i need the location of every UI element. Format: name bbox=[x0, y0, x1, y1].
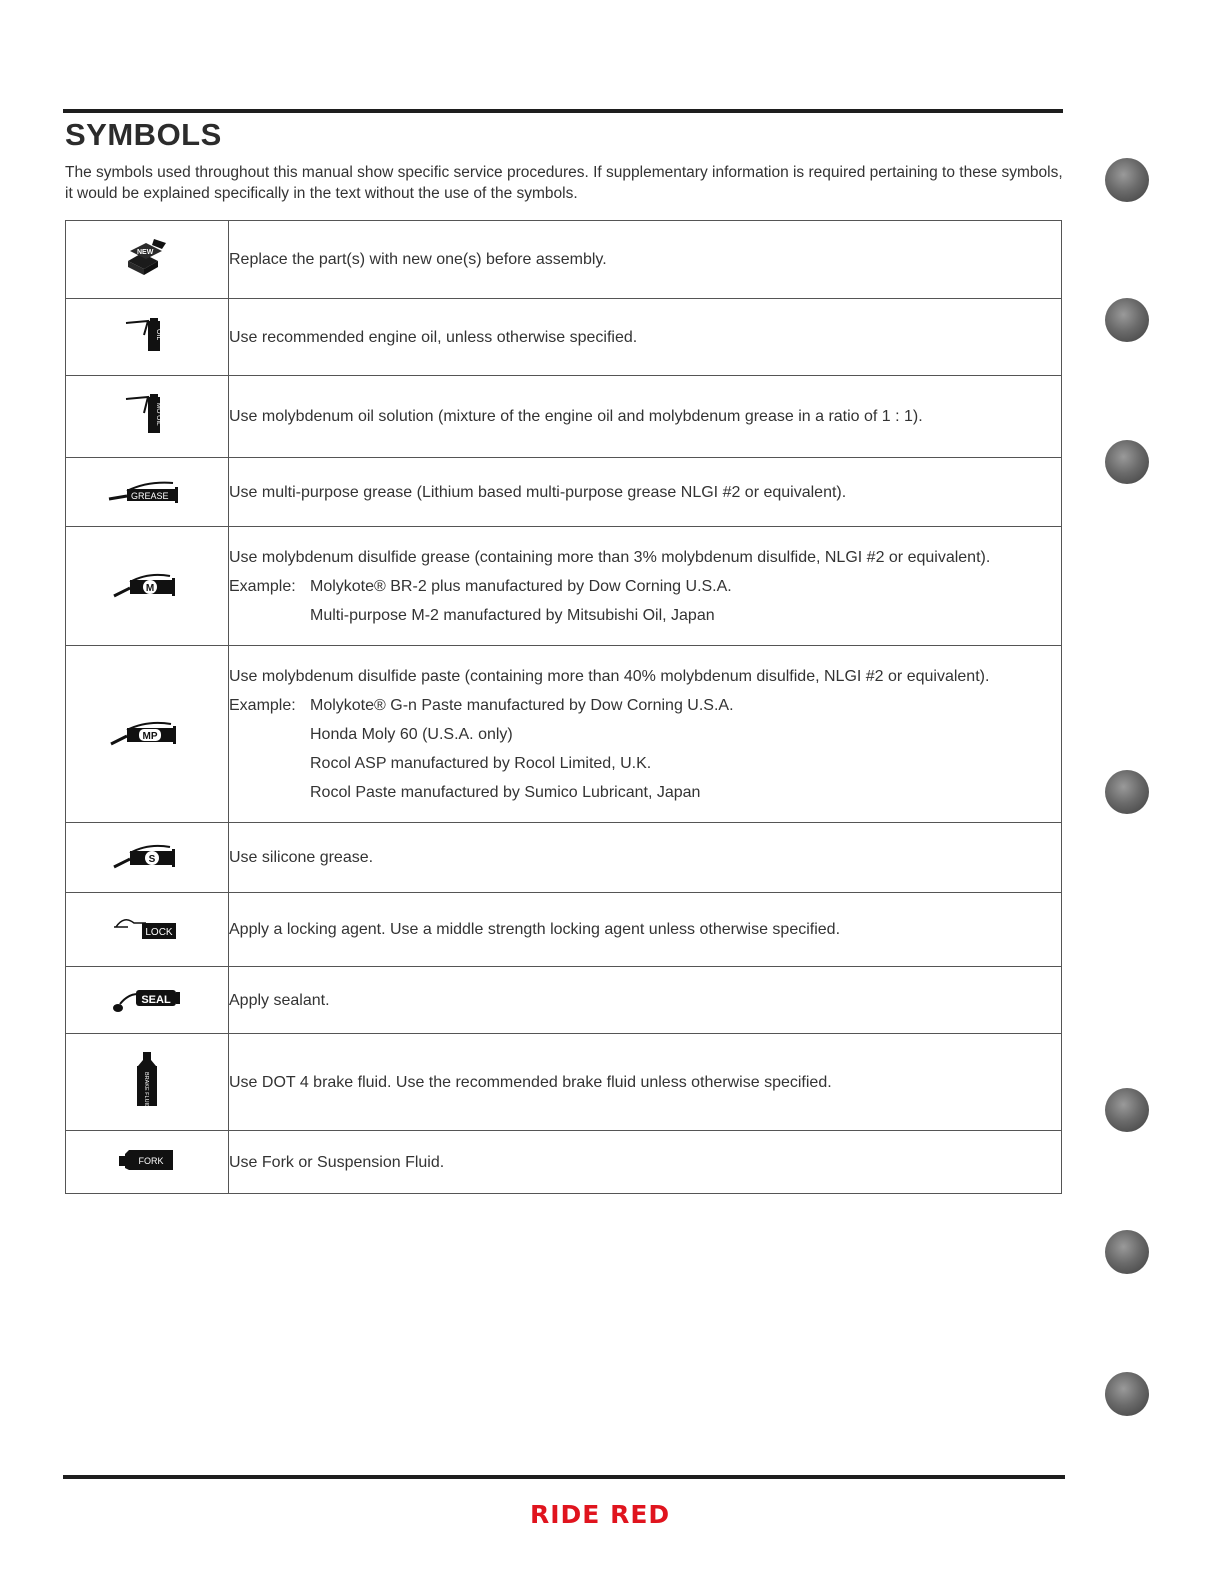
svg-text:MP: MP bbox=[142, 730, 158, 742]
example-item: Honda Moly 60 (U.S.A. only) bbox=[310, 725, 513, 743]
locking-agent-icon bbox=[112, 911, 182, 948]
svg-text:OIL: OIL bbox=[155, 328, 162, 340]
row-description: Use molybdenum oil solution (mixture of the engine oil and molybdenum grease in a ratio of 1 : 1). bbox=[229, 376, 1062, 458]
example-item: Rocol Paste manufactured by Sumico Lubricant, Japan bbox=[310, 783, 701, 801]
new-part-icon bbox=[124, 237, 170, 282]
example-item: Molykote® G-n Paste manufactured by Dow Corning U.S.A. bbox=[310, 696, 734, 714]
table-row bbox=[66, 376, 1062, 458]
table-row bbox=[66, 967, 1062, 1034]
example-label: Example: bbox=[229, 696, 296, 714]
symbols-table bbox=[65, 220, 1062, 1194]
table-row bbox=[66, 458, 1062, 527]
engine-oil-icon bbox=[122, 315, 172, 360]
footer-brand: RIDE RED bbox=[530, 1500, 671, 1529]
table-row bbox=[66, 646, 1062, 823]
svg-text:BRAKE FLUID: BRAKE FLUID bbox=[143, 1071, 149, 1108]
row-description: Use recommended engine oil, unless otherwise specified. bbox=[229, 299, 1062, 376]
row-description: Apply a locking agent. Use a middle strength locking agent unless otherwise specified. bbox=[229, 893, 1062, 967]
table-row bbox=[66, 823, 1062, 893]
fork-fluid-icon bbox=[117, 1146, 177, 1179]
top-rule bbox=[63, 109, 1063, 113]
grease-icon bbox=[107, 475, 187, 510]
binder-hole bbox=[1105, 298, 1149, 342]
row-description: Use multi-purpose grease (Lithium based multi-purpose grease NLGI #2 or equivalent). bbox=[229, 458, 1062, 527]
row-description: Use Fork or Suspension Fluid. bbox=[229, 1131, 1062, 1194]
row-description: Replace the part(s) with new one(s) before assembly. bbox=[229, 221, 1062, 299]
bottom-rule bbox=[63, 1475, 1065, 1479]
table-row bbox=[66, 1131, 1062, 1194]
mo-oil-icon bbox=[122, 391, 172, 442]
row-description: Use silicone grease. bbox=[229, 823, 1062, 893]
moly-grease-icon bbox=[112, 568, 182, 605]
svg-text:FORK: FORK bbox=[138, 1155, 164, 1166]
svg-text:M: M bbox=[145, 582, 155, 594]
example-item: Rocol ASP manufactured by Rocol Limited, U.K. bbox=[310, 754, 652, 772]
binder-hole bbox=[1105, 1230, 1149, 1274]
svg-text:LOCK: LOCK bbox=[145, 927, 173, 938]
silicone-grease-icon bbox=[112, 839, 182, 876]
table-row bbox=[66, 221, 1062, 299]
table-row bbox=[66, 299, 1062, 376]
example-item: Multi-purpose M-2 manufactured by Mitsubishi Oil, Japan bbox=[310, 606, 715, 624]
svg-text:NEW: NEW bbox=[137, 249, 154, 256]
svg-text:SEAL: SEAL bbox=[141, 993, 171, 1006]
sealant-icon bbox=[110, 982, 184, 1019]
moly-paste-icon bbox=[109, 716, 185, 753]
binder-hole bbox=[1105, 1088, 1149, 1132]
row-description bbox=[229, 646, 1062, 823]
binder-hole bbox=[1105, 158, 1149, 202]
binder-hole bbox=[1105, 1372, 1149, 1416]
table-row bbox=[66, 893, 1062, 967]
svg-text:MO OIL: MO OIL bbox=[155, 403, 162, 426]
intro-paragraph: The symbols used throughout this manual show specific service procedures. If supplementary information is required pertaining to these symbols, it would be explained specifically in the text without the use of the symbols. bbox=[65, 164, 1063, 202]
binder-hole bbox=[1105, 770, 1149, 814]
row-text: Use molybdenum disulfide paste (containing more than 40% molybdenum disulfide, NLGI #2 or equivalent). bbox=[229, 667, 990, 685]
example-item: Molykote® BR-2 plus manufactured by Dow Corning U.S.A. bbox=[310, 577, 732, 595]
example-label: Example: bbox=[229, 577, 296, 595]
row-description: Use DOT 4 brake fluid. Use the recommended brake fluid unless otherwise specified. bbox=[229, 1034, 1062, 1131]
row-text: Use molybdenum disulfide grease (containing more than 3% molybdenum disulfide, NLGI #2 or equivalent). bbox=[229, 548, 991, 566]
page-title: SYMBOLS bbox=[65, 117, 222, 152]
row-description: Apply sealant. bbox=[229, 967, 1062, 1034]
svg-text:GREASE: GREASE bbox=[131, 490, 169, 501]
binder-hole bbox=[1105, 440, 1149, 484]
row-description bbox=[229, 527, 1062, 646]
table-row bbox=[66, 1034, 1062, 1131]
brake-fluid-icon bbox=[132, 1050, 162, 1115]
table-row bbox=[66, 527, 1062, 646]
svg-text:S: S bbox=[148, 854, 156, 865]
